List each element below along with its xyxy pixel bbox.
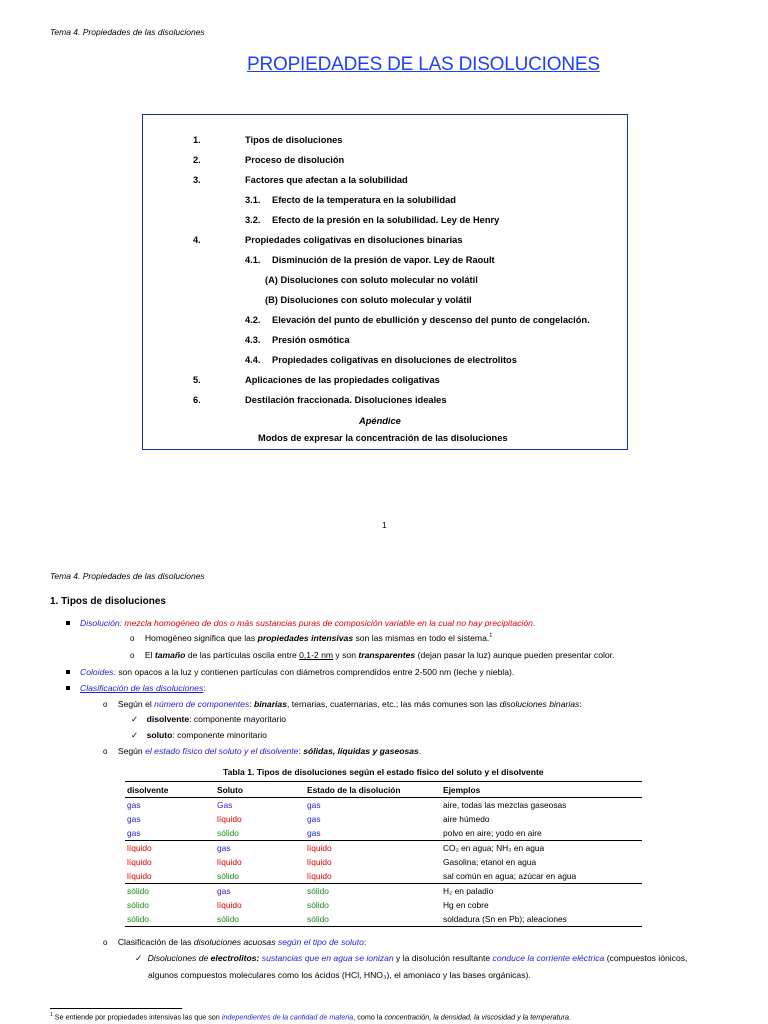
toc-entry: Propiedades coligativas en disoluciones de electrolitos xyxy=(272,355,517,365)
toc-entry: Destilación fraccionada. Disoluciones ideales xyxy=(245,395,447,405)
table-cell: gas xyxy=(217,843,231,853)
table-cell: líquido xyxy=(217,814,242,824)
table-cell: soldadura (Sn en Pb); aleaciones xyxy=(441,912,642,927)
table-row xyxy=(125,841,642,856)
table-cell: gas xyxy=(307,800,321,810)
checkmark-icon: ✓ xyxy=(131,714,139,724)
table-cell: H₂ en paladio xyxy=(443,886,494,896)
toc-number: 4.1. xyxy=(245,255,261,265)
table-cell: gas xyxy=(307,814,321,824)
table-cell: sólido xyxy=(125,912,215,927)
toc-number: 3. xyxy=(193,175,201,185)
toc-entry: Presión osmótica xyxy=(272,335,350,345)
clasificacion-componentes: o Según el número de componentes: binarias, ternarias, cuaternarias, etc.; las más comunes son las disoluciones binarias: xyxy=(103,699,582,709)
toc-entry: (A) Disoluciones con soluto molecular no volátil xyxy=(265,275,478,285)
table-cell: gas xyxy=(127,814,141,824)
table-row xyxy=(125,826,642,841)
toc-number: 2. xyxy=(193,155,201,165)
table-cell: líquido xyxy=(217,900,242,910)
square-bullet-icon xyxy=(66,670,70,674)
table-row xyxy=(125,855,642,869)
toc-entry: Proceso de disolución xyxy=(245,155,345,165)
table-cell: sólido xyxy=(305,912,441,927)
disolucion-sub1: o Homogéneo significa que las propiedades intensivas son las mismas en todo el sistema.$^1$ xyxy=(130,633,493,643)
footnote: $^1$ Se entiende por propiedades intensivas las que son independientes de la cantidad de materia, como la concentración, la densidad, la viscosidad y la temperatura. xyxy=(50,1012,572,1022)
toc-entry: Elevación del punto de ebullición y descenso del punto de congelación. xyxy=(272,315,590,325)
table-cell: sólido xyxy=(215,826,305,841)
toc-number: 3.1. xyxy=(245,195,261,205)
table-cell: CO₂ en agua; NH₃ en agua xyxy=(443,843,545,853)
toc-number: 4.2. xyxy=(245,315,261,325)
circle-bullet-icon: o xyxy=(103,747,108,756)
clasificacion-estado: o Según el estado físico del soluto y el disolvente: sólidas, líquidas y gaseosas. xyxy=(103,746,422,756)
table-cell: sólido xyxy=(215,869,305,884)
table-cell: sal común en agua; azúcar en agua xyxy=(441,869,642,884)
toc-entry: Aplicaciones de las propiedades coligativas xyxy=(245,375,440,385)
check-disolvente: ✓ disolvente: componente mayoritario xyxy=(131,714,287,724)
disolucion-sub2: o El tamaño de las partículas oscila entre 0,1-2 nm y son transparentes (dejan pasar la luz) aunque pueden presentar color. xyxy=(130,650,615,660)
table-header-cell: disolvente xyxy=(125,782,215,798)
table-row xyxy=(125,912,642,927)
toc-entry: Factores que afectan a la solubilidad xyxy=(245,175,408,185)
table-row xyxy=(125,884,642,899)
page-header-2: Tema 4. Propiedades de las disoluciones xyxy=(50,571,205,581)
check-soluto: ✓ soluto: componente minoritario xyxy=(131,730,267,740)
table-cell: sólido xyxy=(127,900,149,910)
toc-entry: Propiedades coligativas en disoluciones binarias xyxy=(245,235,463,245)
table-cell: Gasolina; etanol en agua xyxy=(443,857,537,867)
table-cell: Hg en cobre xyxy=(443,900,489,910)
table-cell: líquido xyxy=(127,857,152,867)
toc-number: 6. xyxy=(193,395,201,405)
table-header-cell: Ejemplos xyxy=(441,782,642,798)
checkmark-icon: ✓ xyxy=(135,953,143,963)
circle-bullet-icon: o xyxy=(103,938,108,947)
toc-number: 4.3. xyxy=(245,335,261,345)
circle-bullet-icon: o xyxy=(103,700,108,709)
page-title: PROPIEDADES DE LAS DISOLUCIONES xyxy=(247,54,600,75)
footnote-divider xyxy=(50,1008,182,1009)
table-header-cell: Soluto xyxy=(215,782,305,798)
page-number: 1 xyxy=(382,520,387,530)
square-bullet-icon xyxy=(66,686,70,690)
table-cell: líquido xyxy=(305,869,441,884)
section-title: 1. Tipos de disoluciones xyxy=(50,596,166,607)
table-cell: sólido xyxy=(307,900,329,910)
acuosas-item: o Clasificación de las disoluciones acuosas según el tipo de soluto: xyxy=(103,937,367,947)
appendix-text: Modos de expresar la concentración de las disoluciones xyxy=(258,433,508,443)
table-row xyxy=(125,898,642,912)
table-cell: gas xyxy=(305,826,441,841)
page-header: Tema 4. Propiedades de las disoluciones xyxy=(50,27,205,37)
appendix-title: Apéndice xyxy=(359,416,401,426)
electrolitos-item: ✓ Disoluciones de electrolitos: sustancias que en agua se ionizan y la disolución resultante conduce la corriente eléctrica (compuestos iónicos, xyxy=(135,953,688,963)
table-cell: sólido xyxy=(127,886,149,896)
table-cell: líquido xyxy=(217,857,242,867)
table-cell: líquido xyxy=(307,857,332,867)
toc-entry: Efecto de la presión en la solubilidad. Ley de Henry xyxy=(272,215,500,225)
checkmark-icon: ✓ xyxy=(131,730,139,740)
coloides-item: Coloides: son opacos a la luz y contienen partículas con diámetros comprendidos entre 2-500 nm (leche y niebla). xyxy=(66,667,514,677)
table-row xyxy=(125,812,642,826)
toc-entry: Tipos de disoluciones xyxy=(245,135,343,145)
toc-number: 5. xyxy=(193,375,201,385)
table-cell: gas xyxy=(127,800,141,810)
solution-types-table xyxy=(125,781,642,927)
table-row xyxy=(125,798,642,813)
square-bullet-icon xyxy=(66,621,70,625)
toc-number: 4. xyxy=(193,235,201,245)
toc-entry: Disminución de la presión de vapor. Ley de Raoult xyxy=(272,255,495,265)
clasificacion-item: Clasificación de las disoluciones: xyxy=(66,683,206,693)
table-cell: líquido xyxy=(127,843,152,853)
table-cell: aire, todas las mezclas gaseosas xyxy=(443,800,567,810)
table-cell: líquido xyxy=(307,843,332,853)
table-cell: Gas xyxy=(217,800,233,810)
table-cell: gas xyxy=(125,826,215,841)
table-cell: gas xyxy=(217,886,231,896)
table-cell: aire húmedo xyxy=(443,814,490,824)
table-cell: sólido xyxy=(307,886,329,896)
toc-number: 3.2. xyxy=(245,215,261,225)
table-cell: polvo en aire; yodo en aire xyxy=(441,826,642,841)
electrolitos-line2: algunos compuestos moleculares como los ácidos (HCl, HNO₃), el amoniaco y las bases orgánicas). xyxy=(148,970,531,980)
table-cell: líquido xyxy=(125,869,215,884)
toc-entry: (B) Disoluciones con soluto molecular y volátil xyxy=(265,295,472,305)
disolucion-item: Disolución: mezcla homogéneo de dos o más sustancias puras de composición variable en la cual no hay precipitación. xyxy=(66,618,535,628)
toc-number: 1. xyxy=(193,135,201,145)
table-row xyxy=(125,869,642,884)
table-header-cell: Estado de la disolución xyxy=(305,782,441,798)
table-cell: sólido xyxy=(215,912,305,927)
circle-bullet-icon: o xyxy=(130,634,135,643)
toc-number: 4.4. xyxy=(245,355,261,365)
toc-entry: Efecto de la temperatura en la solubilidad xyxy=(272,195,456,205)
circle-bullet-icon: o xyxy=(130,651,135,660)
table-caption: Tabla 1. Tipos de disoluciones según el estado físico del soluto y el disolvente xyxy=(223,767,544,777)
